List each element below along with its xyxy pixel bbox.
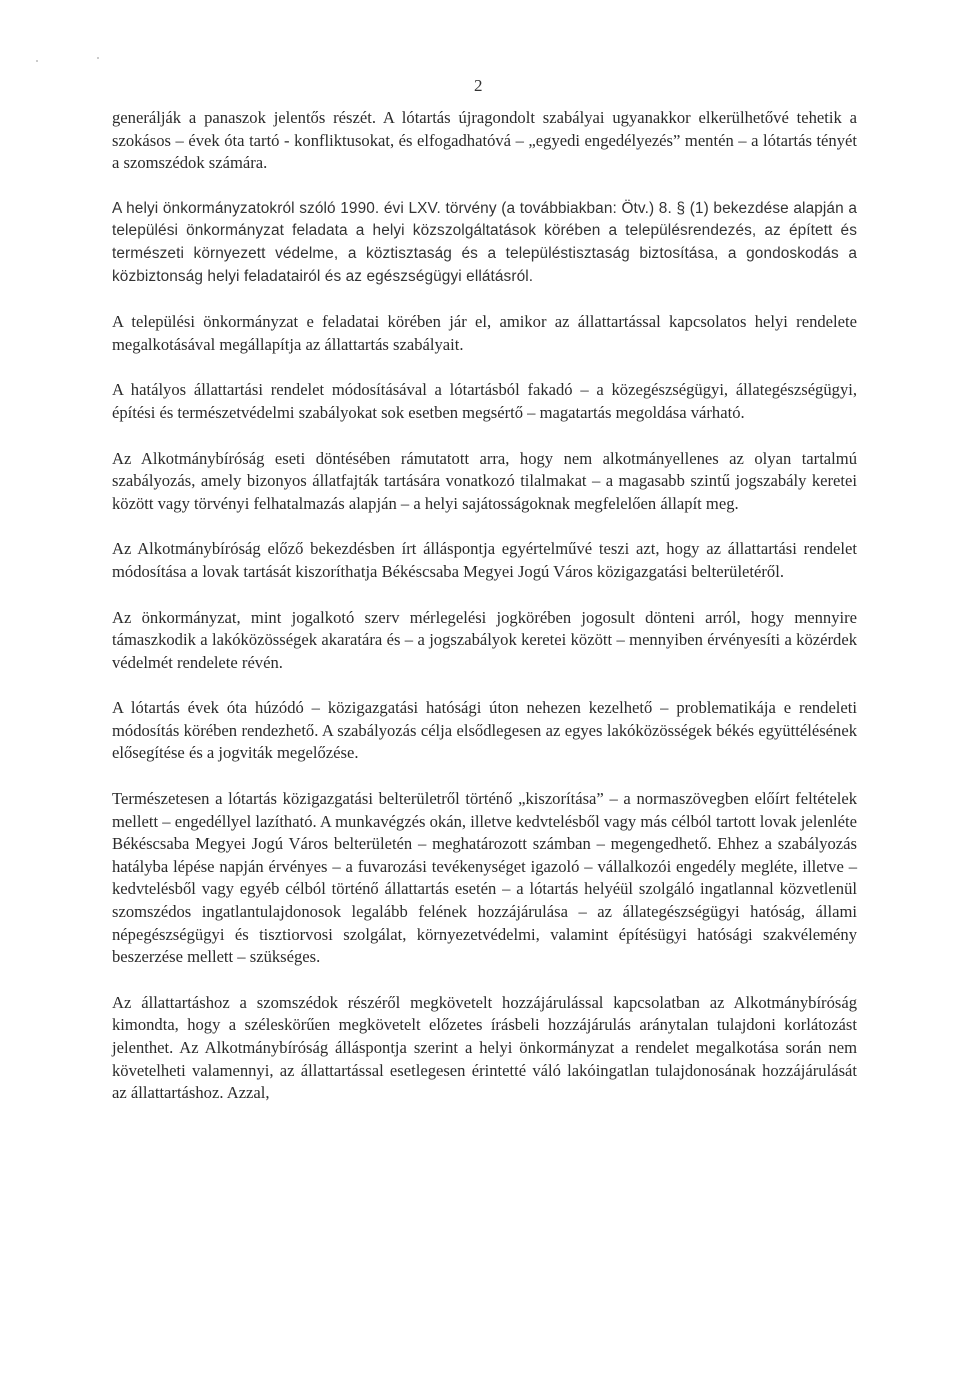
paragraph: Természetesen a lótartás közigazgatási belterületről történő „kiszorítása” – a normaszövegben előírt feltételek mellett – engedéllyel lazítható. A munkavégzés okán, illetve kedvtelésből vagy más célból tartott lovak jelenléte Békéscsaba Megyei Jogú Város belterületén – meghatározott számban – megengedhető. Ehhez a szabályozás hatályba lépése napján érvényes – a fuvarozási tevékenységet igazoló – vállalkozói engedély megléte, illetve – kedvtelésből vagy egyéb célból történő állattartás esetén – a lótartás helyéül szolgáló ingatlannal közvetlenül szomszédos ingatlantulajdonosok legalább felének hozzájárulása – az állategészségügyi hatóság, állami népegészségügyi és tisztiorvosi szolgálat, környezetvédelmi, valamint építésügyi hatósági szakvélemény beszerzése mellett – szükséges. (112, 789, 857, 967)
scan-speck (36, 60, 38, 62)
paragraph: A hatályos állattartási rendelet módosításával a lótartásból fakadó – a közegészségügyi, állategészségügyi, építési és természetvédelmi szabályokat sok esetben megsértő – magatartás megoldása várható. (112, 380, 857, 422)
paragraph: A lótartás évek óta húzódó – közigazgatási hatósági úton nehezen kezelhető – problematikája e rendeleti módosítás körében rendezhető. A szabályozás célja elsődlegesen az egyes lakóközösségek békés együttélésének elősegítése és a jogviták megelőzése. (112, 698, 857, 763)
document-body (112, 107, 857, 1128)
paragraph: Az Alkotmánybíróság előző bekezdésben írt álláspontja egyértelművé teszi azt, hogy az állattartási rendelet módosítása a lovak tartását kiszoríthatja Békéscsaba Megyei Jogú Város közigazgatási belterületéről. (112, 539, 857, 581)
paragraph: Az önkormányzat, mint jogalkotó szerv mérlegelési jogkörében jogosult dönteni arról, hogy mennyire támaszkodik a lakóközösségek akaratára és – a jogszabályok keretei között – mennyiben érvényesíti a közérdek védelmét rendelete révén. (112, 607, 857, 672)
paragraph: Az állattartáshoz a szomszédok részéről megkövetelt hozzájárulással kapcsolatban az Alkotmánybíróság kimondta, hogy a széleskörűen megkövetelt előzetes írásbeli hozzájárulás aránytalan tulajdoni korlátozást jelenthet. Az Alkotmánybíróság álláspontja szerint a helyi önkormányzat a rendelet megalkotása során nem követelheti valamennyi, az állattartással esetlegesen érintetté váló lakóingatlan tulajdonosának hozzájárulását az állattartáshoz. Azzal, (112, 992, 857, 1103)
page-number: 2 (474, 76, 483, 95)
paragraph: A települési önkormányzat e feladatai körében jár el, amikor az állattartással kapcsolatos helyi rendelete megalkotásával megállapítja az állattartás szabályait. (112, 312, 857, 354)
paragraph: generálják a panaszok jelentős részét. A lótartás újragondolt szabályai ugyanakkor elkerülhetővé tehetik a szokásos – évek óta tartó - konfliktusokat, és elfogadhatóvá – „egyedi engedélyezés” mentén – a lótartás tényét a szomszédok számára. (112, 108, 857, 173)
paragraph: Az Alkotmánybíróság eseti döntésében rámutatott arra, hogy nem alkotmányellenes az olyan tartalmú szabályozás, amely bizonyos állatfajták tartására vonatkozó tilalmakat – a magasabb szintű jogszabály keretei között vagy törvényi felhatalmazás alapján – a helyi sajátosságoknak megfelelően állapít meg. (112, 448, 857, 513)
scan-speck (97, 57, 99, 59)
paragraph: A helyi önkormányzatokról szóló 1990. évi LXV. törvény (a továbbiakban: Ötv.) 8. § (1) bekezdése alapján a települési önkormányzat feladata a helyi közszolgáltatások körében a településrendezés, az épített és természeti környezett védelme, a köztisztaság és a településtisztaság biztosítása, a gondoskodás a közbiztonság helyi feladatairól és az egészségügyi ellátásról. (112, 199, 857, 285)
